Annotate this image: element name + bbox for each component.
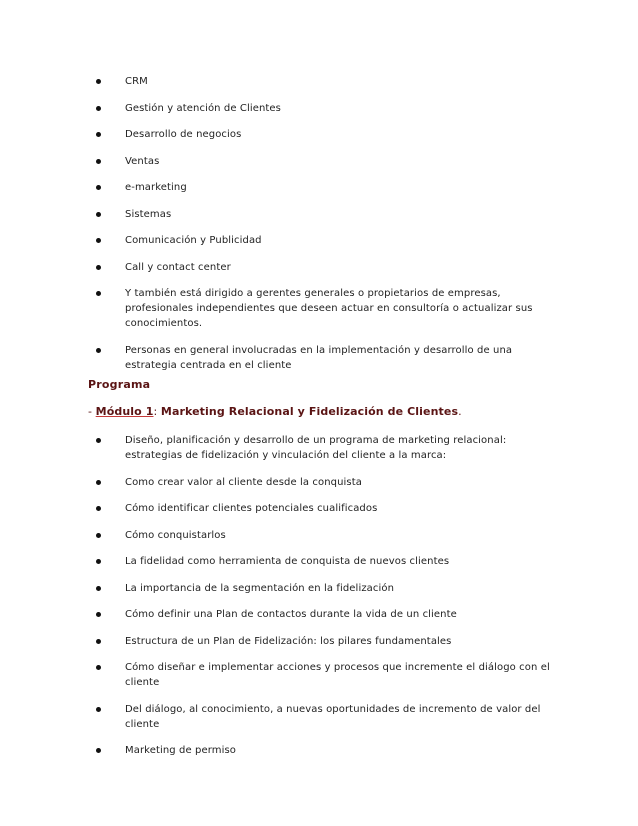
bullet-icon: [96, 533, 101, 538]
list-item-text: Cómo diseñar e implementar acciones y procesos que incremente el diálogo con el cliente: [125, 662, 550, 688]
list-item: [96, 702, 556, 732]
list-item: [96, 233, 556, 248]
list-item: [96, 554, 556, 569]
list-item-text: Desarrollo de negocios: [125, 129, 242, 140]
bullet-icon: [96, 559, 101, 564]
list-item: [96, 127, 556, 142]
list-item-text: Y también está dirigido a gerentes generales o propietarios de empresas, profesionales independientes que deseen actuar en consultoría o actualizar sus conocimientos.: [125, 288, 533, 329]
list-item-text: Comunicación y Publicidad: [125, 235, 262, 246]
list-item-text: Ventas: [125, 155, 160, 167]
bullet-icon: [96, 748, 101, 753]
list-item-text: CRM: [125, 76, 148, 87]
list-item: [96, 180, 556, 195]
bullet-icon: [96, 185, 101, 190]
list-item-text: Cómo identificar clientes potenciales cualificados: [125, 503, 378, 514]
bullet-icon: [96, 506, 101, 511]
list-item: [96, 501, 556, 516]
list-item: [96, 475, 556, 490]
list-item-text: Diseño, planificación y desarrollo de un programa de marketing relacional: estrategias de fidelización y vinculación del cliente a la marca:: [125, 435, 507, 461]
list-item: [96, 634, 556, 649]
module-label: Módulo 1: [95, 405, 154, 418]
list-item: [96, 581, 556, 596]
module-suffix: .: [458, 405, 462, 418]
list-item: [96, 343, 556, 373]
list-item: [96, 660, 556, 690]
bullet-icon: [96, 612, 101, 617]
list-item-text: Estructura de un Plan de Fidelización: los pilares fundamentales: [125, 635, 452, 647]
list-item: [96, 207, 556, 222]
list-item: [96, 260, 556, 275]
list-item: [96, 528, 556, 543]
list-item: [96, 286, 556, 331]
list-item: [96, 433, 556, 463]
bullet-icon: [96, 265, 101, 270]
list-item-text: e-marketing: [125, 182, 187, 193]
bullet-icon: [96, 707, 101, 712]
bullet-icon: [96, 159, 101, 164]
list-item-text: Call y contact center: [125, 261, 231, 273]
list-item-text: Como crear valor al cliente desde la conquista: [125, 476, 362, 488]
list-item-text: Personas en general involucradas en la implementación y desarrollo de una estrategia centrada en el cliente: [125, 344, 513, 371]
bullet-icon: [96, 348, 101, 353]
list-item: [96, 607, 556, 622]
list-item-text: Gestión y atención de Clientes: [125, 102, 281, 114]
section-heading-programa: Programa: [88, 378, 151, 391]
bullet-icon: [96, 106, 101, 111]
module-topics-list: [96, 433, 556, 770]
bullet-icon: [96, 639, 101, 644]
bullet-icon: [96, 212, 101, 217]
list-item-text: Del diálogo, al conocimiento, a nuevas oportunidades de incremento de valor del cliente: [125, 703, 541, 730]
module-separator: :: [153, 405, 161, 418]
list-item: [96, 743, 556, 758]
module-prefix: -: [88, 405, 96, 418]
bullet-icon: [96, 438, 101, 443]
module-heading: [88, 405, 462, 418]
audience-list: [96, 74, 556, 384]
list-item-text: Cómo conquistarlos: [125, 529, 226, 541]
bullet-icon: [96, 79, 101, 84]
bullet-icon: [96, 238, 101, 243]
bullet-icon: [96, 665, 101, 670]
list-item-text: Marketing de permiso: [125, 745, 236, 756]
list-item-text: La fidelidad como herramienta de conquista de nuevos clientes: [125, 556, 450, 567]
list-item-text: Sistemas: [125, 208, 172, 220]
list-item: [96, 154, 556, 169]
list-item: [96, 101, 556, 116]
module-title: Marketing Relacional y Fidelización de Clientes: [160, 405, 459, 418]
bullet-icon: [96, 132, 101, 137]
bullet-icon: [96, 480, 101, 485]
bullet-icon: [96, 586, 101, 591]
list-item-text: Cómo definir una Plan de contactos durante la vida de un cliente: [125, 609, 457, 620]
list-item: [96, 74, 556, 89]
list-item-text: La importancia de la segmentación en la fidelización: [125, 582, 395, 594]
bullet-icon: [96, 291, 101, 296]
